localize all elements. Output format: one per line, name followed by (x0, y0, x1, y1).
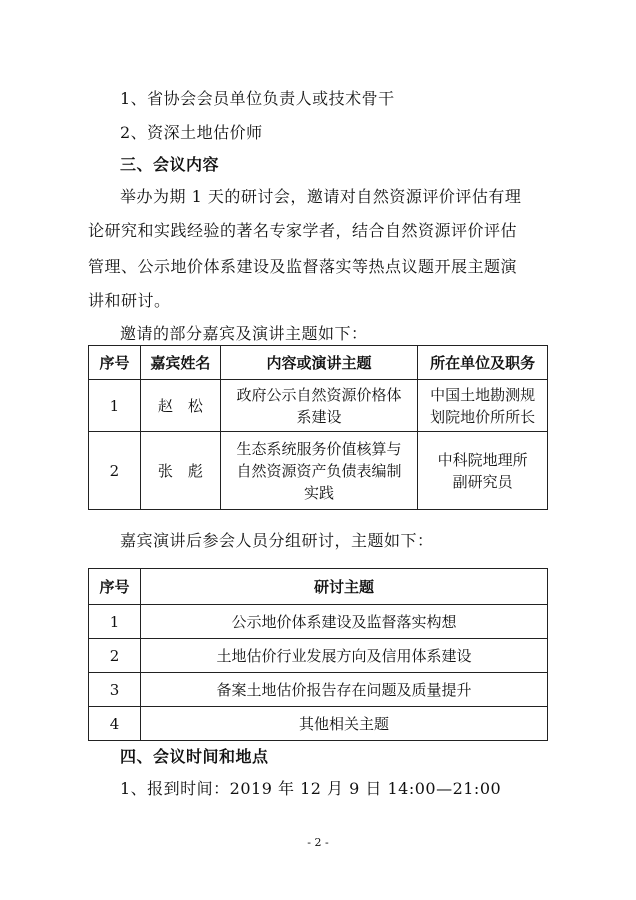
guest-row-topic: 政府公示自然资源价格体 系建设 (220, 380, 418, 432)
group-row-topic: 土地估价行业发展方向及信用体系建设 (140, 639, 547, 673)
table-row (89, 673, 548, 707)
attendee-item-2: 2、资深土地估价师 (120, 123, 263, 142)
group-row-no: 1 (89, 605, 141, 639)
guest-table-header-name: 嘉宾姓名 (140, 346, 220, 380)
section-4-item-1: 1、报到时间：2019 年 12 月 9 日 14:00—21:00 (120, 779, 502, 798)
section-3-para-line-4: 讲和研讨。 (88, 291, 171, 310)
guest-table-header-org: 所在单位及职务 (418, 346, 548, 380)
page-number: - 2 - (307, 836, 329, 849)
table-row (89, 639, 548, 673)
section-3-para-line-3: 管理、公示地价体系建设及监督落实等热点议题开展主题演 (88, 257, 518, 276)
guest-row-name: 赵 松 (140, 380, 220, 432)
table-row (89, 605, 548, 639)
group-row-no: 3 (89, 673, 141, 707)
guest-row-topic: 生态系统服务价值核算与 自然资源资产负债表编制 实践 (220, 432, 418, 510)
guest-row-org: 中国土地勘测规 划院地价所所长 (418, 380, 548, 432)
guest-row-name: 张 彪 (140, 432, 220, 510)
guest-intro: 邀请的部分嘉宾及演讲主题如下： (120, 324, 368, 343)
section-3-heading: 三、会议内容 (120, 155, 220, 174)
guest-row-no: 1 (89, 380, 141, 432)
group-row-topic: 公示地价体系建设及监督落实构想 (140, 605, 547, 639)
guest-row-no: 2 (89, 432, 141, 510)
group-row-topic: 备案土地估价报告存在问题及质量提升 (140, 673, 547, 707)
guest-table-header-topic: 内容或演讲主题 (220, 346, 418, 380)
attendee-item-1: 1、省协会会员单位负责人或技术骨干 (120, 89, 395, 108)
group-table (88, 568, 548, 741)
guest-table-header-no: 序号 (89, 346, 141, 380)
table-row (89, 707, 548, 741)
group-table-header-no: 序号 (89, 569, 141, 605)
guest-row-org: 中科院地理所 副研究员 (418, 432, 548, 510)
group-table-header-topic: 研讨主题 (140, 569, 547, 605)
group-row-topic: 其他相关主题 (140, 707, 547, 741)
table-row (89, 380, 548, 432)
guest-table (88, 345, 548, 510)
section-3-para-line-1: 举办为期 1 天的研讨会，邀请对自然资源评价评估有理 (120, 187, 522, 206)
section-4-heading: 四、会议时间和地点 (120, 747, 269, 766)
group-row-no: 2 (89, 639, 141, 673)
table-row (89, 432, 548, 510)
section-3-para-line-2: 论研究和实践经验的著名专家学者，结合自然资源评价评估 (88, 221, 518, 240)
group-row-no: 4 (89, 707, 141, 741)
group-intro: 嘉宾演讲后参会人员分组研讨，主题如下： (120, 531, 434, 550)
